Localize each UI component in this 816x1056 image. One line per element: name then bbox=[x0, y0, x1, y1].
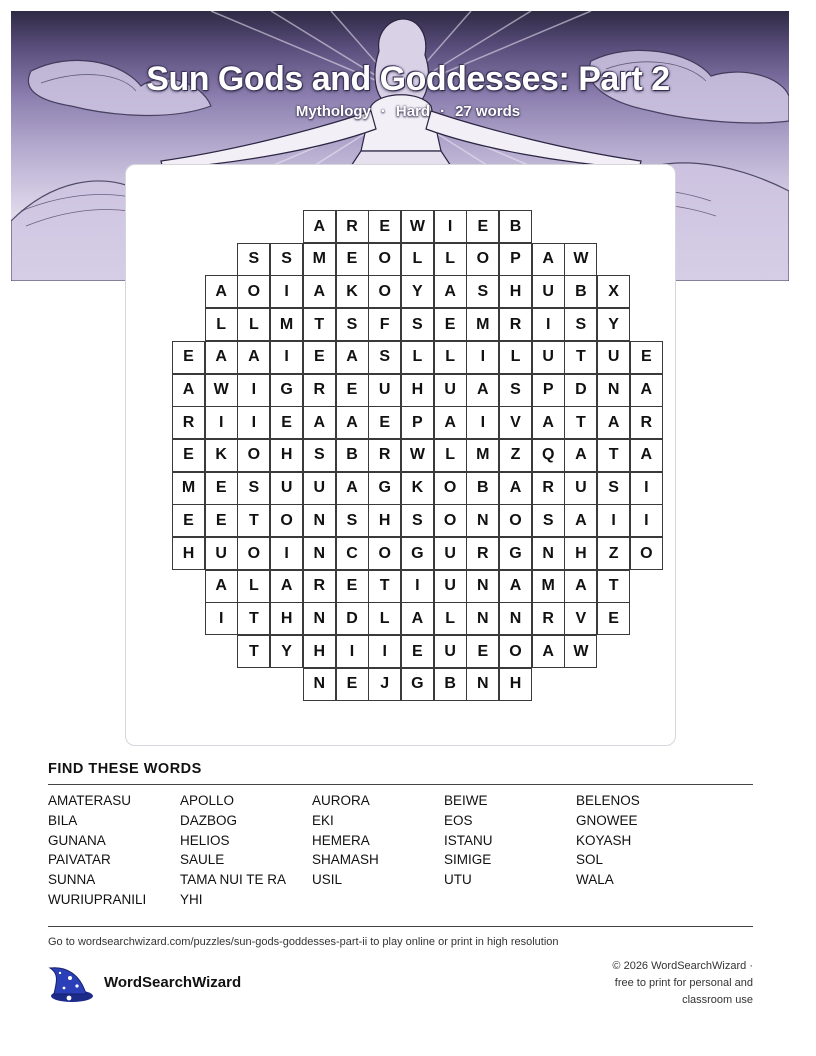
grid-cell[interactable]: M bbox=[270, 308, 303, 341]
grid-cell[interactable]: T bbox=[237, 602, 270, 635]
grid-cell[interactable]: S bbox=[499, 374, 532, 407]
grid-cell[interactable]: I bbox=[597, 504, 630, 537]
grid-cell[interactable]: M bbox=[172, 472, 205, 505]
grid-cell[interactable]: A bbox=[336, 472, 369, 505]
grid-cell[interactable]: A bbox=[499, 570, 532, 603]
grid-cell[interactable]: K bbox=[336, 275, 369, 308]
grid-cell[interactable]: P bbox=[401, 406, 434, 439]
grid-cell[interactable]: E bbox=[205, 472, 238, 505]
grid-cell[interactable]: L bbox=[368, 602, 401, 635]
puzzle-meta bbox=[0, 103, 816, 120]
play-online-text: Go to wordsearchwizard.com/puzzles/sun-gods-goddesses-part-ii to play online or print in high resolution bbox=[48, 936, 559, 948]
grid-cell[interactable]: U bbox=[205, 537, 238, 570]
grid-cell[interactable]: S bbox=[368, 341, 401, 374]
word-list-item: EOS bbox=[444, 812, 473, 828]
grid-cell[interactable]: F bbox=[368, 308, 401, 341]
grid-cell[interactable]: A bbox=[270, 570, 303, 603]
grid-cell[interactable]: I bbox=[270, 537, 303, 570]
grid-cell[interactable]: A bbox=[434, 275, 467, 308]
copyright-line: classroom use bbox=[682, 994, 753, 1006]
grid-cell[interactable]: S bbox=[564, 308, 597, 341]
word-list-item: BEIWE bbox=[444, 793, 488, 808]
grid-cell[interactable]: I bbox=[237, 406, 270, 439]
grid-cell[interactable]: E bbox=[368, 406, 401, 439]
grid-cell[interactable]: E bbox=[270, 406, 303, 439]
grid-cell[interactable]: O bbox=[237, 275, 270, 308]
grid-cell[interactable]: K bbox=[205, 439, 238, 472]
word-list-item: DAZBOG bbox=[180, 812, 238, 828]
grid-cell[interactable]: U bbox=[434, 570, 467, 603]
grid-cell[interactable]: T bbox=[597, 439, 630, 472]
word-list-item: HEMERA bbox=[312, 832, 370, 848]
copyright-line: free to print for personal and bbox=[614, 977, 753, 989]
grid-cell[interactable]: H bbox=[499, 668, 532, 701]
grid-cell[interactable]: W bbox=[401, 210, 434, 243]
grid-cell[interactable]: H bbox=[401, 374, 434, 407]
grid-cell[interactable]: I bbox=[270, 275, 303, 308]
grid-cell[interactable]: T bbox=[564, 406, 597, 439]
grid-cell[interactable]: O bbox=[434, 472, 467, 505]
grid-cell[interactable]: I bbox=[401, 570, 434, 603]
grid-cell[interactable]: O bbox=[630, 537, 663, 570]
grid-cell[interactable]: T bbox=[237, 504, 270, 537]
grid-cell[interactable]: S bbox=[466, 275, 499, 308]
grid-cell[interactable]: I bbox=[532, 308, 565, 341]
grid-cell[interactable]: A bbox=[499, 472, 532, 505]
grid-cell[interactable]: E bbox=[205, 504, 238, 537]
grid-cell[interactable]: R bbox=[499, 308, 532, 341]
grid-cell[interactable]: G bbox=[401, 668, 434, 701]
grid-cell[interactable]: S bbox=[270, 243, 303, 276]
grid-cell[interactable]: W bbox=[401, 439, 434, 472]
grid-cell[interactable]: I bbox=[630, 472, 663, 505]
grid-cell[interactable]: L bbox=[434, 243, 467, 276]
meta-separator: · bbox=[380, 103, 386, 120]
word-list-item: YHI bbox=[180, 892, 203, 907]
grid-cell[interactable]: R bbox=[172, 406, 205, 439]
grid-cell[interactable]: N bbox=[532, 537, 565, 570]
word-list-item: BELENOS bbox=[576, 793, 640, 808]
grid-cell[interactable]: R bbox=[630, 406, 663, 439]
grid-cell[interactable]: N bbox=[303, 537, 336, 570]
grid-cell[interactable]: Z bbox=[597, 537, 630, 570]
grid-cell[interactable]: V bbox=[499, 406, 532, 439]
grid-cell[interactable]: M bbox=[466, 439, 499, 472]
word-list-heading: FIND THESE WORDS bbox=[48, 761, 202, 777]
grid-cell[interactable]: H bbox=[172, 537, 205, 570]
word-list-item: GUNANA bbox=[48, 832, 106, 848]
grid-cell[interactable]: D bbox=[336, 602, 369, 635]
grid-cell[interactable]: O bbox=[499, 504, 532, 537]
grid-cell[interactable]: O bbox=[368, 275, 401, 308]
copyright-text bbox=[583, 958, 753, 1009]
grid-cell[interactable]: D bbox=[564, 374, 597, 407]
grid-cell[interactable]: H bbox=[368, 504, 401, 537]
grid-cell[interactable]: Y bbox=[597, 308, 630, 341]
grid-cell[interactable]: N bbox=[303, 504, 336, 537]
brand-name: WordSearchWizard bbox=[104, 974, 242, 991]
grid-cell[interactable]: A bbox=[564, 504, 597, 537]
word-list-item: WALA bbox=[576, 872, 614, 888]
grid-cell[interactable]: X bbox=[597, 275, 630, 308]
grid-cell[interactable]: S bbox=[237, 243, 270, 276]
grid-cell[interactable]: Q bbox=[532, 439, 565, 472]
meta-separator: · bbox=[440, 103, 446, 120]
grid-cell[interactable]: A bbox=[597, 406, 630, 439]
grid-cell[interactable]: E bbox=[336, 570, 369, 603]
divider bbox=[48, 926, 753, 927]
grid-cell[interactable]: N bbox=[466, 602, 499, 635]
grid-cell[interactable]: G bbox=[499, 537, 532, 570]
grid-cell[interactable]: M bbox=[466, 308, 499, 341]
grid-cell[interactable]: T bbox=[368, 570, 401, 603]
grid-cell[interactable]: O bbox=[368, 243, 401, 276]
grid-cell[interactable]: S bbox=[401, 504, 434, 537]
grid-cell[interactable]: W bbox=[564, 635, 597, 668]
grid-cell[interactable]: I bbox=[237, 374, 270, 407]
grid-cell[interactable]: I bbox=[270, 341, 303, 374]
grid-cell[interactable]: A bbox=[303, 406, 336, 439]
grid-cell[interactable]: L bbox=[434, 341, 467, 374]
grid-cell[interactable]: B bbox=[336, 439, 369, 472]
grid-cell[interactable]: A bbox=[532, 243, 565, 276]
grid-cell[interactable]: L bbox=[401, 243, 434, 276]
word-list-item: AURORA bbox=[312, 793, 370, 808]
grid-cell[interactable]: Y bbox=[401, 275, 434, 308]
grid-cell[interactable]: T bbox=[303, 308, 336, 341]
grid-cell[interactable]: R bbox=[368, 439, 401, 472]
grid-cell[interactable]: E bbox=[172, 341, 205, 374]
grid-cell[interactable]: Z bbox=[499, 439, 532, 472]
grid-cell[interactable]: E bbox=[630, 341, 663, 374]
grid-cell[interactable]: A bbox=[303, 210, 336, 243]
grid-cell[interactable]: A bbox=[564, 439, 597, 472]
grid-cell[interactable]: T bbox=[597, 570, 630, 603]
word-list-item: SAULE bbox=[180, 852, 225, 868]
grid-cell[interactable]: A bbox=[532, 635, 565, 668]
grid-cell[interactable]: A bbox=[205, 341, 238, 374]
grid-cell[interactable]: G bbox=[401, 537, 434, 570]
grid-cell[interactable]: U bbox=[532, 341, 565, 374]
grid-cell[interactable]: S bbox=[237, 472, 270, 505]
word-count-label: 27 words bbox=[455, 103, 521, 120]
word-list-item: GNOWEE bbox=[576, 812, 638, 828]
grid-cell[interactable]: L bbox=[401, 341, 434, 374]
grid-cell[interactable]: U bbox=[434, 537, 467, 570]
grid-cell[interactable]: H bbox=[303, 635, 336, 668]
grid-cell[interactable]: A bbox=[303, 275, 336, 308]
grid-cell[interactable]: A bbox=[630, 439, 663, 472]
grid-cell[interactable]: U bbox=[303, 472, 336, 505]
grid-cell[interactable]: I bbox=[205, 406, 238, 439]
grid-cell[interactable]: R bbox=[466, 537, 499, 570]
grid-cell[interactable]: E bbox=[434, 308, 467, 341]
grid-cell[interactable]: E bbox=[172, 504, 205, 537]
grid-cell[interactable]: A bbox=[564, 570, 597, 603]
grid-cell[interactable]: P bbox=[499, 243, 532, 276]
grid-cell[interactable]: E bbox=[368, 210, 401, 243]
grid-cell[interactable]: T bbox=[564, 341, 597, 374]
grid-cell[interactable]: A bbox=[237, 341, 270, 374]
grid-cell[interactable]: I bbox=[205, 602, 238, 635]
copyright-line: © 2026 WordSearchWizard · bbox=[612, 960, 753, 972]
grid-cell[interactable]: B bbox=[434, 668, 467, 701]
grid-cell[interactable]: R bbox=[336, 210, 369, 243]
grid-cell[interactable]: G bbox=[368, 472, 401, 505]
grid-cell[interactable]: B bbox=[564, 275, 597, 308]
grid-cell[interactable]: O bbox=[368, 537, 401, 570]
word-list-item: SOL bbox=[576, 852, 604, 868]
grid-cell[interactable]: H bbox=[499, 275, 532, 308]
grid-cell[interactable]: I bbox=[336, 635, 369, 668]
difficulty-label: Hard bbox=[395, 103, 431, 120]
category-label: Mythology bbox=[295, 103, 371, 120]
grid-cell[interactable]: A bbox=[336, 406, 369, 439]
grid-cell[interactable]: M bbox=[303, 243, 336, 276]
word-list-item: HELIOS bbox=[180, 832, 230, 848]
grid-cell[interactable]: A bbox=[466, 374, 499, 407]
grid-cell[interactable]: A bbox=[172, 374, 205, 407]
grid-cell[interactable]: O bbox=[466, 243, 499, 276]
word-list-item: SHAMASH bbox=[312, 852, 379, 868]
grid-cell[interactable]: U bbox=[564, 472, 597, 505]
grid-cell[interactable]: O bbox=[434, 504, 467, 537]
grid-cell[interactable]: A bbox=[630, 374, 663, 407]
wizard-hat-icon bbox=[46, 964, 94, 1004]
grid-cell[interactable]: A bbox=[434, 406, 467, 439]
grid-cell[interactable]: N bbox=[466, 668, 499, 701]
grid-cell[interactable]: O bbox=[499, 635, 532, 668]
grid-cell[interactable]: L bbox=[434, 602, 467, 635]
grid-cell[interactable]: E bbox=[336, 668, 369, 701]
grid-cell[interactable]: E bbox=[466, 210, 499, 243]
grid-cell[interactable]: L bbox=[205, 308, 238, 341]
grid-cell[interactable]: I bbox=[630, 504, 663, 537]
grid-cell[interactable]: G bbox=[270, 374, 303, 407]
grid-cell[interactable]: O bbox=[270, 504, 303, 537]
grid-cell[interactable]: N bbox=[303, 668, 336, 701]
grid-cell[interactable]: H bbox=[564, 537, 597, 570]
grid-cell[interactable]: S bbox=[303, 439, 336, 472]
grid-cell[interactable]: R bbox=[303, 374, 336, 407]
grid-cell[interactable]: U bbox=[270, 472, 303, 505]
grid-cell[interactable]: E bbox=[336, 243, 369, 276]
grid-cell[interactable]: R bbox=[532, 602, 565, 635]
grid-cell[interactable]: E bbox=[597, 602, 630, 635]
word-list-item: APOLLO bbox=[180, 793, 235, 808]
word-list-item: KOYASH bbox=[576, 832, 632, 848]
grid-cell[interactable]: A bbox=[336, 341, 369, 374]
grid-cell[interactable]: P bbox=[532, 374, 565, 407]
grid-cell[interactable]: E bbox=[336, 374, 369, 407]
word-list-item: SIMIGE bbox=[444, 852, 492, 868]
grid-cell[interactable]: N bbox=[466, 504, 499, 537]
grid-cell[interactable]: H bbox=[270, 602, 303, 635]
grid-cell[interactable]: W bbox=[205, 374, 238, 407]
grid-cell[interactable]: N bbox=[303, 602, 336, 635]
grid-cell[interactable]: E bbox=[303, 341, 336, 374]
grid-cell[interactable]: I bbox=[466, 341, 499, 374]
grid-cell[interactable]: V bbox=[564, 602, 597, 635]
divider bbox=[48, 784, 753, 785]
grid-cell[interactable]: A bbox=[401, 602, 434, 635]
grid-cell[interactable]: H bbox=[270, 439, 303, 472]
word-list-item: PAIVATAR bbox=[48, 852, 111, 868]
word-list-item: USIL bbox=[312, 872, 343, 888]
grid-cell[interactable]: L bbox=[434, 439, 467, 472]
grid-cell[interactable]: W bbox=[564, 243, 597, 276]
grid-cell[interactable]: U bbox=[368, 374, 401, 407]
grid-cell[interactable]: M bbox=[532, 570, 565, 603]
grid-cell[interactable]: U bbox=[434, 374, 467, 407]
grid-cell[interactable]: S bbox=[597, 472, 630, 505]
grid-cell[interactable]: B bbox=[499, 210, 532, 243]
word-list-item: TAMA NUI TE RA bbox=[180, 872, 287, 888]
grid-cell[interactable]: S bbox=[532, 504, 565, 537]
word-list-item: ISTANU bbox=[444, 832, 493, 848]
grid-cell[interactable]: N bbox=[597, 374, 630, 407]
grid-cell[interactable]: L bbox=[237, 308, 270, 341]
grid-cell[interactable]: O bbox=[237, 439, 270, 472]
word-list-item: BILA bbox=[48, 812, 78, 828]
grid-cell[interactable]: S bbox=[336, 504, 369, 537]
page-title: Sun Gods and Goddesses: Part 2 bbox=[146, 60, 670, 98]
grid-cell[interactable]: B bbox=[466, 472, 499, 505]
word-list-item: SUNNA bbox=[48, 872, 96, 888]
grid-cell[interactable]: K bbox=[401, 472, 434, 505]
word-list-item: WURIUPRANILI bbox=[48, 892, 147, 907]
grid-cell[interactable]: I bbox=[466, 406, 499, 439]
grid-cell[interactable]: S bbox=[336, 308, 369, 341]
grid-cell[interactable]: E bbox=[172, 439, 205, 472]
grid-cell[interactable]: U bbox=[434, 635, 467, 668]
grid-cell[interactable]: C bbox=[336, 537, 369, 570]
grid-cell[interactable]: A bbox=[205, 570, 238, 603]
grid-cell[interactable]: L bbox=[499, 341, 532, 374]
grid-cell[interactable]: U bbox=[597, 341, 630, 374]
grid-cell[interactable]: R bbox=[532, 472, 565, 505]
grid-cell[interactable]: A bbox=[532, 406, 565, 439]
grid-cell[interactable]: U bbox=[532, 275, 565, 308]
word-list-item: AMATERASU bbox=[48, 793, 132, 808]
grid-cell[interactable]: T bbox=[237, 635, 270, 668]
grid-cell[interactable]: L bbox=[237, 570, 270, 603]
word-list-item: EKI bbox=[312, 812, 334, 828]
grid-cell[interactable]: O bbox=[237, 537, 270, 570]
grid-cell[interactable]: I bbox=[368, 635, 401, 668]
grid-cell[interactable]: E bbox=[401, 635, 434, 668]
grid-cell[interactable]: N bbox=[466, 570, 499, 603]
grid-cell[interactable]: I bbox=[434, 210, 467, 243]
grid-cell[interactable]: Y bbox=[270, 635, 303, 668]
grid-cell[interactable]: S bbox=[401, 308, 434, 341]
grid-cell[interactable]: R bbox=[303, 570, 336, 603]
grid-cell[interactable]: N bbox=[499, 602, 532, 635]
grid-cell[interactable]: E bbox=[466, 635, 499, 668]
grid-cell[interactable]: A bbox=[205, 275, 238, 308]
grid-cell[interactable]: J bbox=[368, 668, 401, 701]
word-list-item: UTU bbox=[444, 872, 472, 888]
